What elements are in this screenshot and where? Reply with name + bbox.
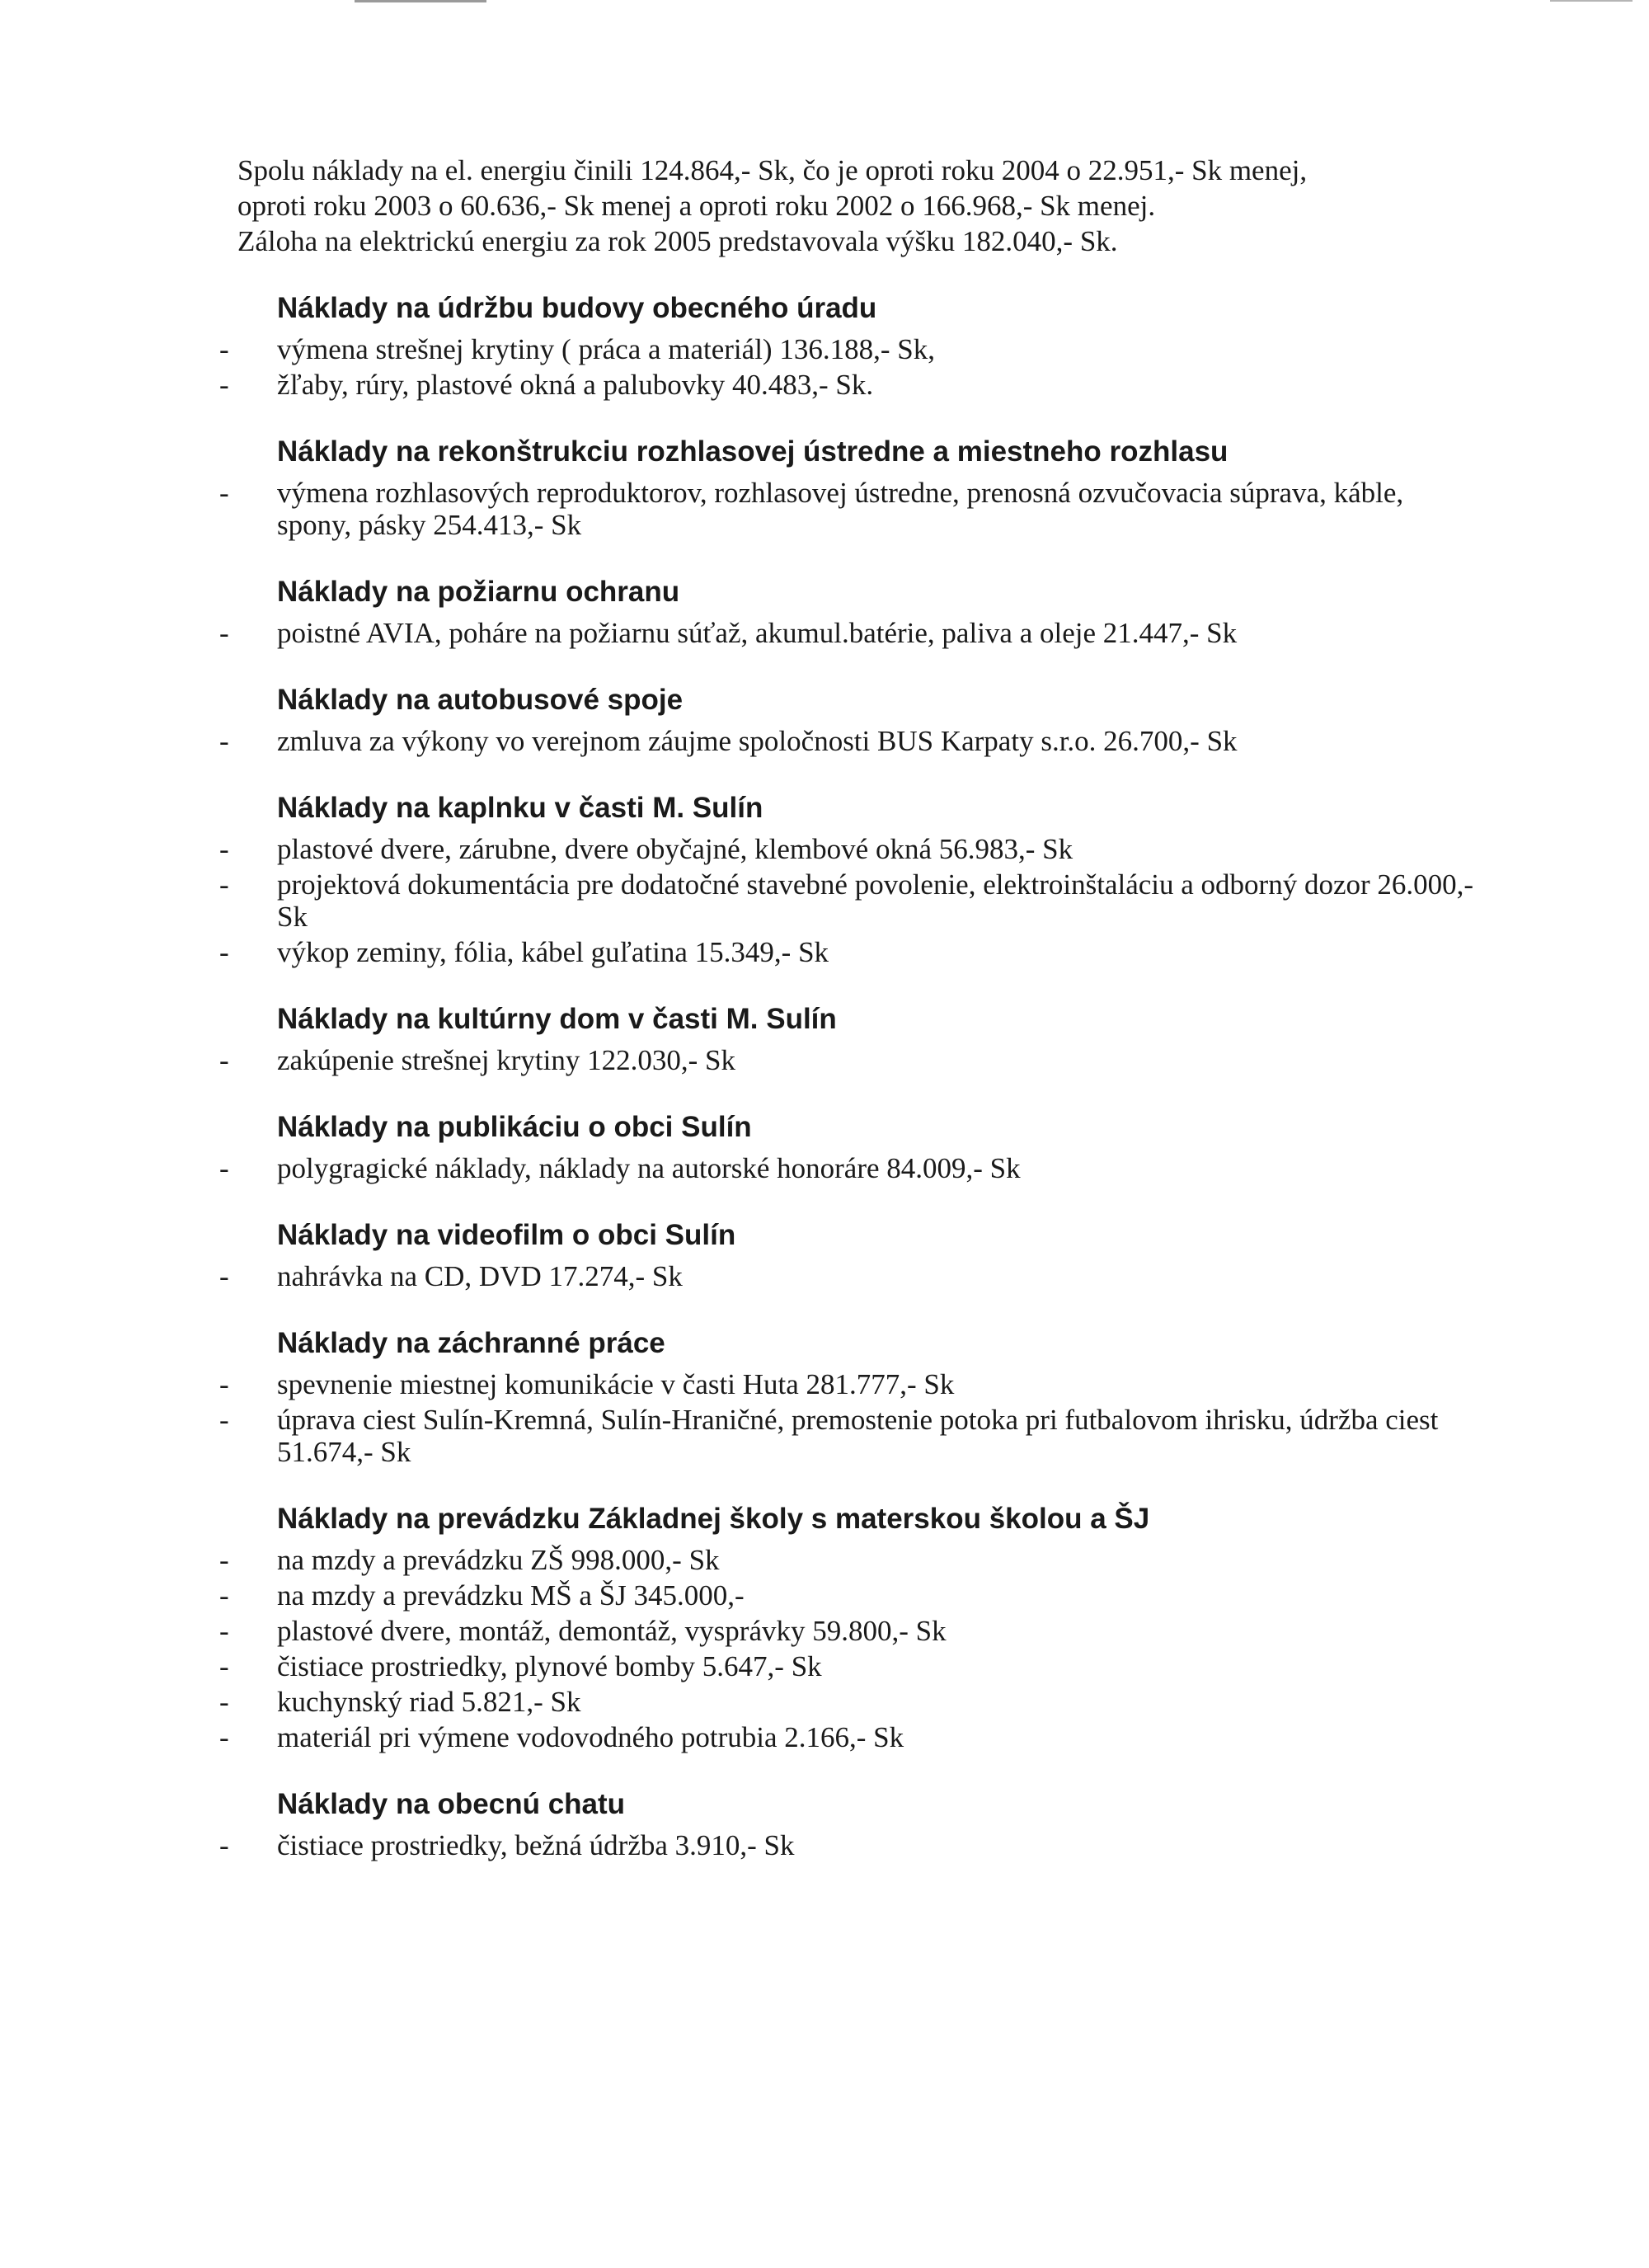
section-heading: Náklady na záchranné práce [277, 1327, 665, 1359]
item-list [237, 833, 1474, 968]
item-list [237, 1260, 1474, 1292]
item-list [237, 725, 1474, 757]
list-item: - čistiace prostriedky, bežná údržba 3.910,- Sk [237, 1829, 1474, 1861]
item-list [237, 1368, 1474, 1468]
list-item: - žľaby, rúry, plastové okná a palubovky 40.483,- Sk. [237, 369, 1474, 401]
list-item: - spevnenie miestnej komunikácie v časti Huta 281.777,- Sk [237, 1368, 1474, 1400]
cost-section [237, 290, 1474, 401]
intro-line: Spolu náklady na el. energiu činili 124.864,- Sk, čo je oproti roku 2004 o 22.951,- Sk menej, [237, 154, 1308, 186]
cost-section [237, 1217, 1474, 1292]
item-list [237, 617, 1474, 649]
item-list [237, 333, 1474, 401]
list-item: - na mzdy a prevádzku ZŠ 998.000,- Sk [237, 1544, 1474, 1576]
list-item: - plastové dvere, zárubne, dvere obyčajné, klembové okná 56.983,- Sk [237, 833, 1474, 865]
list-item: - kuchynský riad 5.821,- Sk [237, 1686, 1474, 1718]
list-item: - výmena strešnej krytiny ( práca a materiál) 136.188,- Sk, [237, 333, 1474, 365]
section-heading: Náklady na autobusové spoje [277, 684, 684, 716]
section-heading: Náklady na publikáciu o obci Sulín [277, 1111, 752, 1143]
cost-section [237, 1786, 1474, 1861]
section-heading: Náklady na prevádzku Základnej školy s materskou školou a ŠJ [277, 1503, 1150, 1535]
document-page [237, 153, 1474, 1865]
list-item: - nahrávka na CD, DVD 17.274,- Sk [237, 1260, 1474, 1292]
cost-section [237, 1501, 1474, 1753]
item-list [237, 477, 1474, 541]
list-item: - zakúpenie strešnej krytiny 122.030,- Sk [237, 1044, 1474, 1076]
intro-paragraph [237, 153, 1474, 259]
scan-edge-mark [1550, 0, 1633, 2]
list-item: - na mzdy a prevádzku MŠ a ŠJ 345.000,- [237, 1579, 1474, 1612]
item-list [237, 1044, 1474, 1076]
cost-section [237, 1325, 1474, 1468]
list-item: - výmena rozhlasových reproduktorov, rozhlasovej ústredne, prenosná ozvučovacia súprava, káble, spony, pásky 254.413,- Sk [237, 477, 1474, 541]
cost-section [237, 434, 1474, 541]
cost-section [237, 1001, 1474, 1076]
list-item: - poistné AVIA, poháre na požiarnu súťaž, akumul.batérie, paliva a oleje 21.447,- Sk [237, 617, 1474, 649]
list-item: - materiál pri výmene vodovodného potrubia 2.166,- Sk [237, 1721, 1474, 1753]
section-heading: Náklady na požiarnu ochranu [277, 576, 680, 608]
intro-line: oproti roku 2003 o 60.636,- Sk menej a oproti roku 2002 o 166.968,- Sk menej. [237, 190, 1156, 222]
cost-section [237, 682, 1474, 757]
section-heading: Náklady na rekonštrukciu rozhlasovej ústredne a miestneho rozhlasu [277, 435, 1229, 468]
list-item: - polygragické náklady, náklady na autorské honoráre 84.009,- Sk [237, 1152, 1474, 1184]
cost-sections [237, 290, 1474, 1861]
intro-line: Záloha na elektrickú energiu za rok 2005 predstavovala výšku 182.040,- Sk. [237, 225, 1118, 257]
cost-section [237, 574, 1474, 649]
section-heading: Náklady na obecnú chatu [277, 1788, 626, 1820]
cost-section [237, 1109, 1474, 1184]
section-heading: Náklady na údržbu budovy obecného úradu [277, 292, 877, 324]
section-heading: Náklady na kaplnku v časti M. Sulín [277, 792, 763, 824]
list-item: - čistiace prostriedky, plynové bomby 5.647,- Sk [237, 1650, 1474, 1682]
cost-section [237, 790, 1474, 968]
scan-edge-mark [355, 0, 486, 2]
item-list [237, 1829, 1474, 1861]
section-heading: Náklady na kultúrny dom v časti M. Sulín [277, 1003, 837, 1035]
list-item: - projektová dokumentácia pre dodatočné stavebné povolenie, elektroinštaláciu a odborný dozor 26.000,- Sk [237, 868, 1474, 933]
list-item: - výkop zeminy, fólia, kábel guľatina 15.349,- Sk [237, 936, 1474, 968]
list-item: - plastové dvere, montáž, demontáž, vysprávky 59.800,- Sk [237, 1615, 1474, 1647]
list-item: - zmluva za výkony vo verejnom záujme spoločnosti BUS Karpaty s.r.o. 26.700,- Sk [237, 725, 1474, 757]
section-heading: Náklady na videofilm o obci Sulín [277, 1219, 736, 1251]
item-list [237, 1544, 1474, 1753]
list-item: - úprava ciest Sulín-Kremná, Sulín-Hraničné, premostenie potoka pri futbalovom ihrisku, údržba ciest 51.674,- Sk [237, 1404, 1474, 1468]
item-list [237, 1152, 1474, 1184]
